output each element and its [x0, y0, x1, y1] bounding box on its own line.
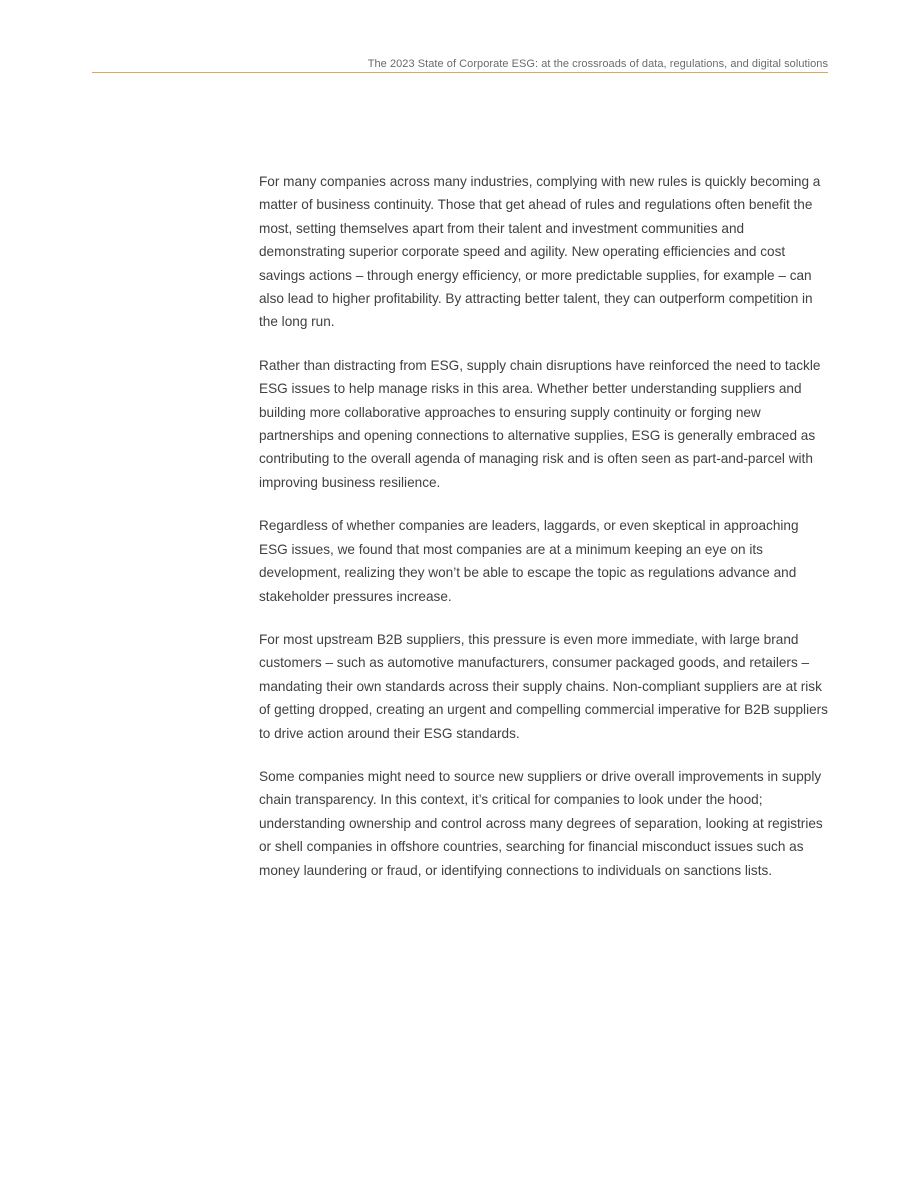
- header-divider: [92, 72, 828, 73]
- running-header-title: The 2023 State of Corporate ESG: at the crossroads of data, regulations, and digital solutions: [367, 58, 828, 70]
- paragraph-3: Regardless of whether companies are leaders, laggards, or even skeptical in approaching ESG issues, we found that most companies are at a minimum keeping an eye on its development, realizing they won’t be able to escape the topic as regulations advance and stakeholder pressures increase.: [259, 518, 799, 604]
- paragraph-5: Some companies might need to source new suppliers or drive overall improvements in supply chain transparency. In this context, it’s critical for companies to look under the hood; understanding ownership and control across many degrees of separation, looking at registries or shell companies in offshore countries, searching for financial misconduct issues such as money laundering or fraud, or identifying connections to individuals on sanctions lists.: [259, 768, 823, 878]
- body-text: [259, 170, 829, 902]
- paragraph-2: Rather than distracting from ESG, supply chain disruptions have reinforced the need to tackle ESG issues to help manage risks in this area. Whether better understanding suppliers and building more collaborative approaches to ensuring supply continuity or forging new partnerships and opening connections to alternative supplies, ESG is generally embraced as contributing to the overall agenda of managing risk and is often seen as part-and-parcel with improving business resilience.: [259, 357, 821, 490]
- paragraph-1: For many companies across many industries, complying with new rules is quickly becoming a matter of business continuity. Those that get ahead of rules and regulations often benefit the most, setting themselves apart from their talent and investment communities and demonstrating superior corporate speed and agility. New operating efficiencies and cost savings actions – through energy efficiency, or more predictable supplies, for example – can also lead to higher profitability. By attracting better talent, they can outperform competition in the long run.: [259, 174, 821, 330]
- paragraph-4: For most upstream B2B suppliers, this pressure is even more immediate, with large brand customers – such as automotive manufacturers, consumer packaged goods, and retailers – mandating their own standards across their supply chains. Non-compliant suppliers are at risk of getting dropped, creating an urgent and compelling commercial imperative for B2B suppliers to drive action around their ESG standards.: [259, 631, 828, 741]
